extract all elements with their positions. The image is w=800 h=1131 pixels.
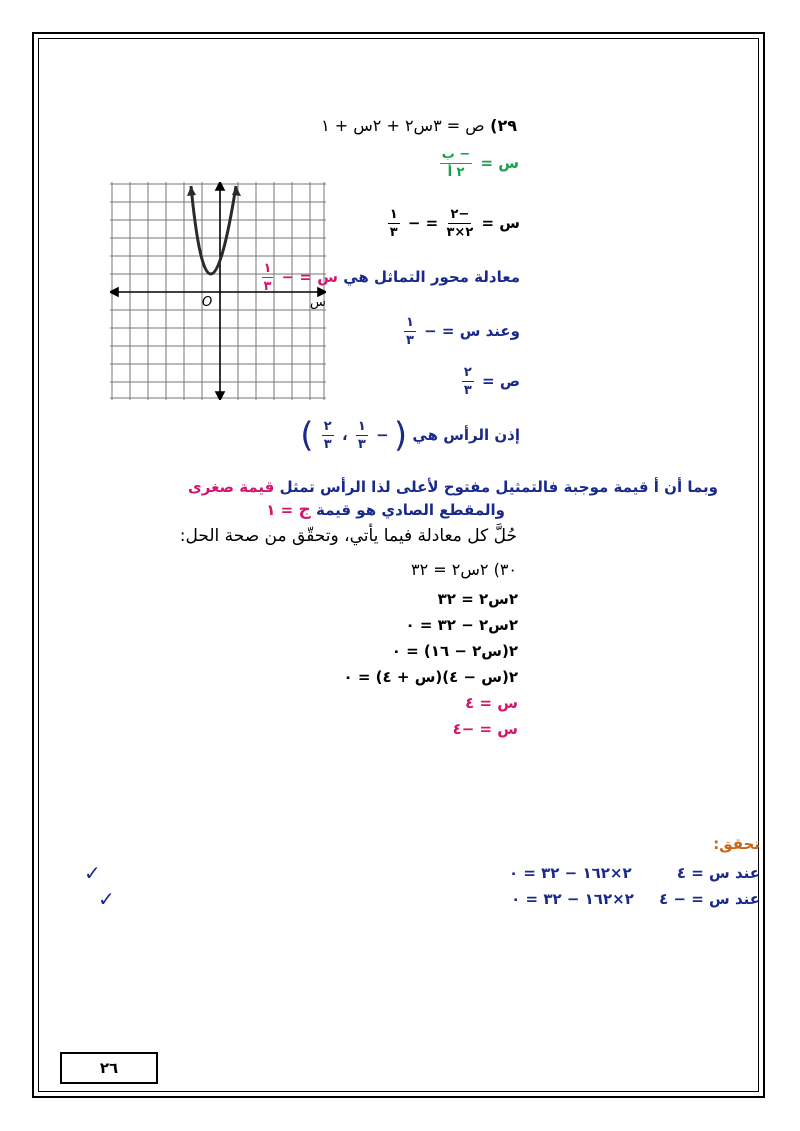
check-row-1 <box>509 864 760 882</box>
intercept-value: = ١ <box>266 501 294 519</box>
intercept-line <box>266 500 505 520</box>
parabola-graph <box>110 182 326 400</box>
solution-steps <box>344 590 519 738</box>
at-x-text: وعند س = <box>441 322 520 340</box>
problem-30-equation <box>411 560 517 579</box>
vertex-y-denominator: ٣ <box>323 437 332 452</box>
calc-fraction <box>446 208 473 239</box>
vertex-x-denominator: ٣ <box>357 437 366 452</box>
formula-fraction <box>440 148 472 179</box>
equation: ص = ٣س٢ + ٢س + ١ <box>321 116 485 135</box>
explain-line <box>188 478 718 496</box>
check-expression: ٢×١٦٢ − ٣٢ = ٠ <box>511 890 634 908</box>
check-row-2 <box>511 890 760 908</box>
vertex-minus: − <box>376 426 389 444</box>
step: ٢س٢ − ٣٢ = ٠ <box>405 616 518 634</box>
solution: س = −٤ <box>452 720 518 738</box>
check-mark-icon: ✓ <box>84 861 101 885</box>
step: ٢(س٢ − ١٦) = ٠ <box>391 642 518 660</box>
axis-text: معادلة محور التماثل هي <box>343 268 520 286</box>
check-mark-icon: ✓ <box>98 887 115 911</box>
parabola-curve <box>191 186 236 274</box>
curve-arrow-right <box>232 186 241 196</box>
paren-open: ( <box>393 415 408 456</box>
axis-value-denominator: ٣ <box>263 279 272 294</box>
vertex-y-fraction <box>322 420 334 451</box>
y-denominator: ٣ <box>463 383 472 398</box>
at-x-fraction <box>404 316 416 347</box>
y-text: ص = <box>482 372 520 390</box>
vertex-x-numerator: ١ <box>357 419 366 434</box>
intercept-c: ج <box>298 500 311 520</box>
intercept-text: والمقطع الصادي هو قيمة <box>315 501 505 519</box>
axis-calculation <box>385 208 520 239</box>
calc-result-numerator: ١ <box>389 207 398 222</box>
graph-grid <box>110 182 326 400</box>
y-fraction <box>462 366 474 397</box>
axis-value-numerator: ١ <box>263 261 272 276</box>
vertex-line <box>300 415 520 456</box>
axis-value-prefix: س = − <box>281 268 338 286</box>
y-numerator: ٢ <box>463 365 472 380</box>
vertex-formula <box>437 148 519 179</box>
formula-lhs: س = <box>480 154 519 172</box>
calc-mid: = − <box>407 214 439 232</box>
equation: ٢س٢ = ٣٢ <box>410 560 489 579</box>
page-number: ٢٦ <box>60 1052 158 1084</box>
vertex-text: إذن الرأس هي <box>412 426 520 444</box>
formula-denominator: ٢ أ <box>447 165 465 180</box>
at-x-line <box>401 316 520 347</box>
calc-result-denominator: ٣ <box>389 225 398 240</box>
minimum-value: قيمة صغرى <box>187 478 275 496</box>
instruction-text: حُلَّ كل معادلة فيما يأتي، وتحقّق من صحة الحل: <box>179 526 517 546</box>
at-x-numerator: ١ <box>405 315 414 330</box>
check-label: عند س = ٤ <box>676 864 760 882</box>
vertex-y-numerator: ٢ <box>323 419 332 434</box>
at-x-minus: − <box>424 322 437 340</box>
check-expression: ٢×١٦٢ − ٣٢ = ٠ <box>508 864 632 882</box>
at-x-denominator: ٣ <box>405 333 414 348</box>
vertex-x-fraction <box>356 420 368 451</box>
calc-numerator: −٢ <box>450 207 470 222</box>
formula-numerator: − ب <box>441 147 471 162</box>
y-value-line <box>459 366 520 397</box>
graph-axes <box>110 182 326 400</box>
calc-denominator: ٢×٣ <box>446 225 474 240</box>
check-label: عند س = − ٤ <box>659 890 760 908</box>
problem-number: ٣٠) <box>493 560 517 579</box>
step: ٢س٢ = ٣٢ <box>437 590 518 608</box>
problem-29-equation <box>321 116 517 135</box>
curve-arrow-left <box>187 186 196 196</box>
step: ٢(س − ٤)(س + ٤) = ٠ <box>343 668 518 686</box>
calc-result-fraction <box>388 208 400 239</box>
solution: س = ٤ <box>465 694 518 712</box>
explain-text: وبما أن أ قيمة موجبة فالتمثيل مفتوح لأعلى لذا الرأس تمثل <box>279 478 718 496</box>
problem-number: ٢٩) <box>490 116 517 135</box>
origin-label: O <box>202 295 213 310</box>
check-title: تحقق: <box>713 835 760 853</box>
calc-lhs: س = <box>481 214 520 232</box>
vertex-separator: ، <box>341 426 348 444</box>
x-axis-label: س <box>310 295 326 310</box>
paren-close: ) <box>300 415 314 456</box>
